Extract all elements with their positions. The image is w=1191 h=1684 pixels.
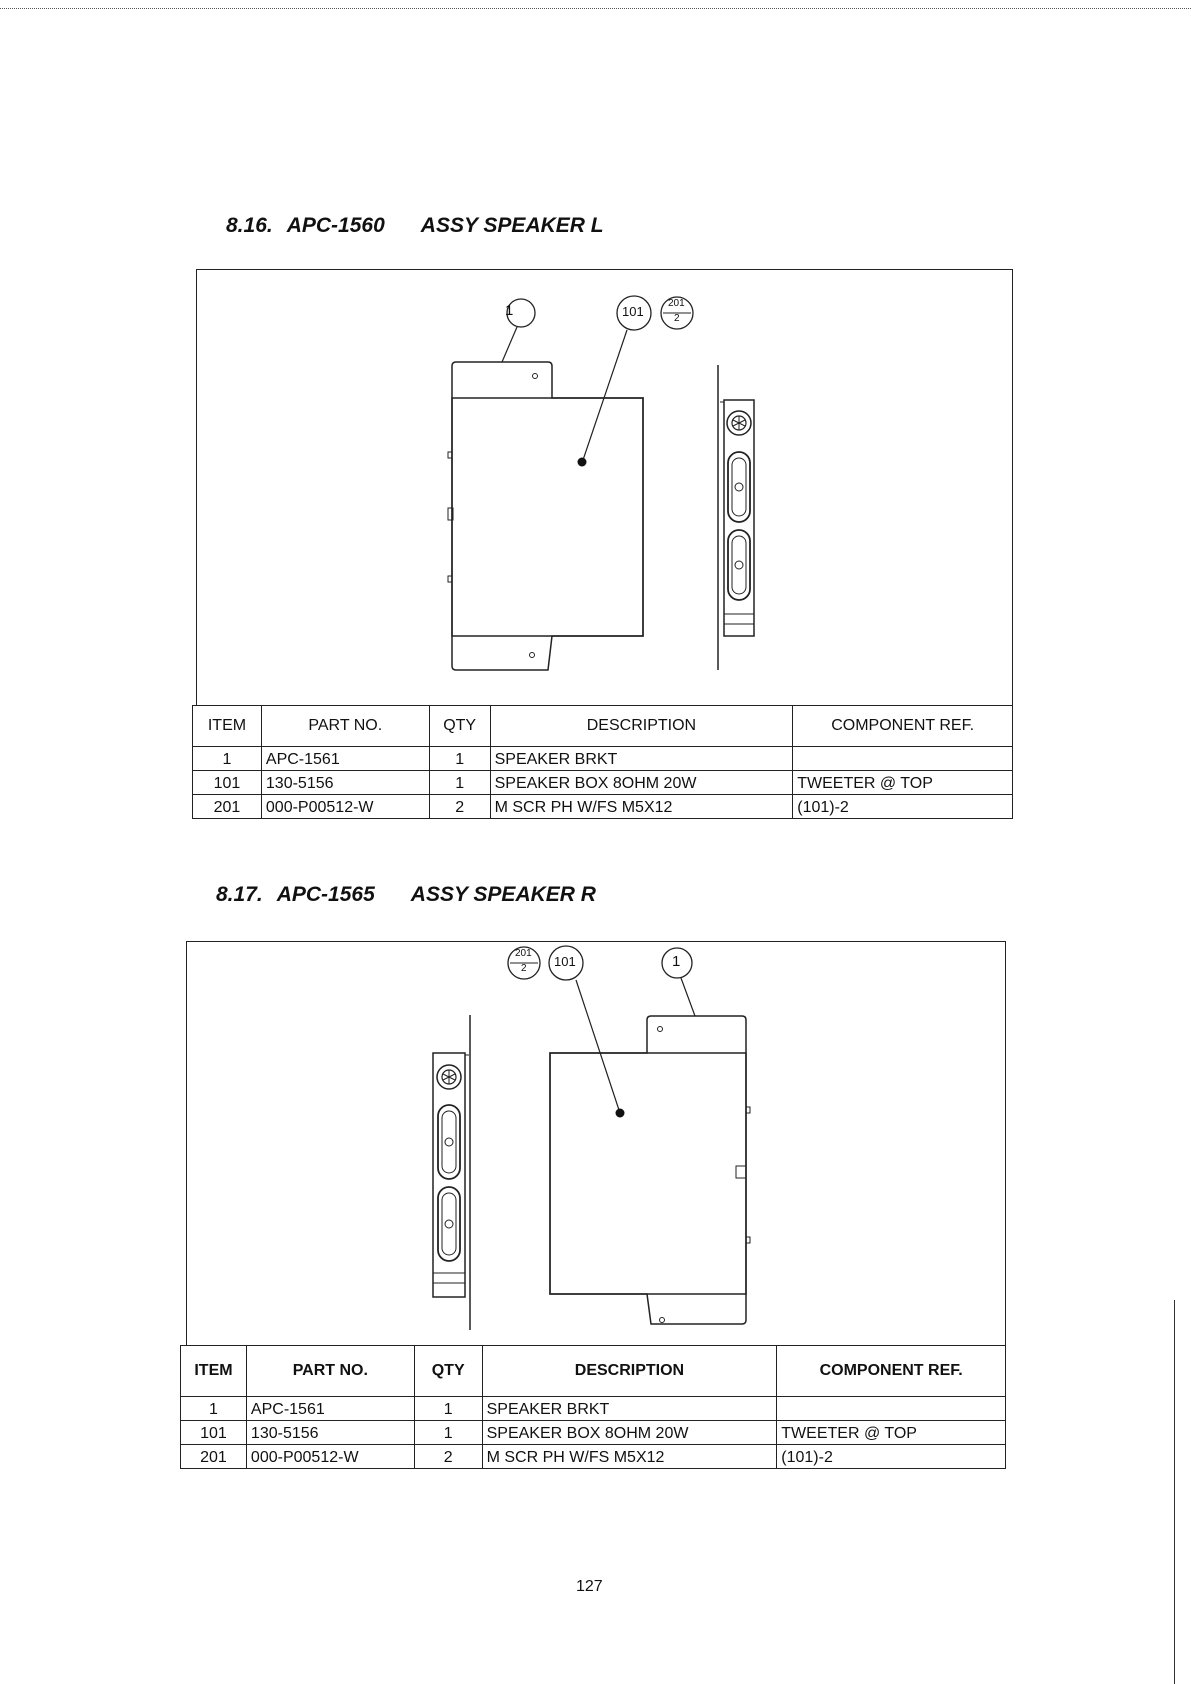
diagram-frame-speaker-r (186, 941, 1006, 1346)
section-name: ASSY SPEAKER R (410, 883, 596, 906)
top-dotted-rule (0, 8, 1191, 9)
section-number: 8.17. (216, 883, 263, 906)
callout-label-1: 1 (505, 302, 514, 319)
header-description: DESCRIPTION (482, 1346, 777, 1397)
page-edge-line (1174, 1300, 1175, 1684)
callout-label-201-qty: 2 (521, 963, 527, 974)
section-part-code: APC-1565 (276, 883, 375, 906)
header-qty: QTY (429, 706, 490, 747)
callout-label-101: 101 (622, 304, 644, 319)
section-name: ASSY SPEAKER L (420, 214, 604, 237)
header-part-no: PART NO. (261, 706, 429, 747)
callout-label-101: 101 (554, 954, 576, 969)
section-number: 8.16. (226, 214, 273, 237)
header-part-no: PART NO. (246, 1346, 414, 1397)
page-number: 127 (576, 1578, 603, 1595)
header-description: DESCRIPTION (490, 706, 793, 747)
parts-table-speaker-r (180, 1345, 1006, 1469)
table-header-row (193, 706, 1013, 747)
table-row: 1 APC-1561 1 SPEAKER BRKT (181, 1397, 1006, 1421)
section-part-code: APC-1560 (286, 214, 385, 237)
header-component-ref: COMPONENT REF. (777, 1346, 1006, 1397)
table-row: 101 130-5156 1 SPEAKER BOX 8OHM 20W TWEETER @ TOP (181, 1421, 1006, 1445)
parts-table-speaker-l (192, 705, 1013, 819)
header-item: ITEM (193, 706, 262, 747)
table-row: 201 000-P00512-W 2 M SCR PH W/FS M5X12 (101)-2 (193, 795, 1013, 819)
table-row: 201 000-P00512-W 2 M SCR PH W/FS M5X12 (101)-2 (181, 1445, 1006, 1469)
header-qty: QTY (414, 1346, 482, 1397)
table-row: 101 130-5156 1 SPEAKER BOX 8OHM 20W TWEETER @ TOP (193, 771, 1013, 795)
callout-label-201: 201 (668, 298, 685, 309)
callout-label-201: 201 (515, 948, 532, 959)
callout-label-1: 1 (672, 953, 681, 970)
header-item: ITEM (181, 1346, 247, 1397)
table-header-row (181, 1346, 1006, 1397)
header-component-ref: COMPONENT REF. (793, 706, 1013, 747)
table-row: 1 APC-1561 1 SPEAKER BRKT (193, 747, 1013, 771)
diagram-frame-speaker-l (196, 269, 1013, 706)
section-title-8-17 (216, 883, 596, 907)
callout-label-201-qty: 2 (674, 313, 680, 324)
section-title-8-16 (226, 214, 604, 238)
